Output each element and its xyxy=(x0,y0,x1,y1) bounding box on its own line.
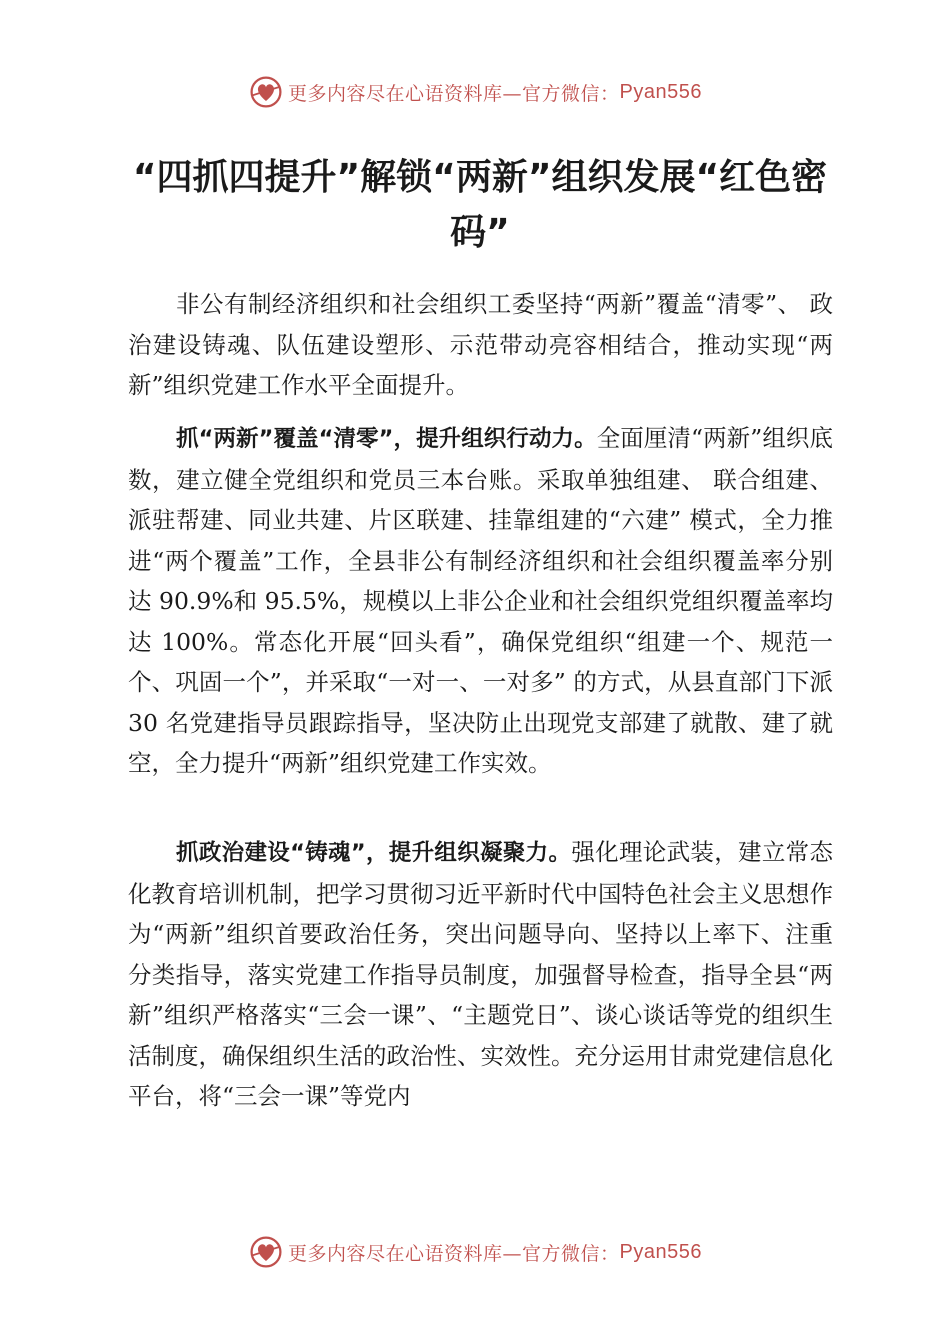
paragraph-lead: 抓“两新”覆盖“清零”，提升组织行动力。 xyxy=(176,426,597,452)
heart-logo-icon xyxy=(248,1234,284,1270)
paragraph-body: 非公有制经济组织和社会组织工委坚持“两新”覆盖“清零”、 政治建设铸魂、队伍建设塑形、示范带动亮容相结合，推动实现“两新”组织党建工作水平全面提升。 xyxy=(128,290,833,399)
paragraph-intro xyxy=(128,284,833,406)
header-banner xyxy=(0,72,950,112)
footer-banner xyxy=(0,1232,950,1272)
heart-logo-icon xyxy=(248,74,284,110)
header-wechat-id: Pyan556 xyxy=(619,80,702,103)
header-banner-text: 更多内容尽在心语资料库—官方微信： xyxy=(288,82,620,105)
paragraph-lead: 抓政治建设“铸魂”，提升组织凝聚力。 xyxy=(176,840,572,866)
footer-banner-text: 更多内容尽在心语资料库—官方微信： xyxy=(288,1242,620,1265)
paragraph-body: 全面厘清“两新”组织底数，建立健全党组织和党员三本台账。采取单独组建、 联合组建、派驻帮建、同业共建、片区联建、挂靠组建的“六建” 模式，全力推进“两个覆盖”工作，全县非公有制经济组织和社会组织覆盖率分别达 90.9%和 95.5%，规模以上非公企业和社会组织党组织覆盖率均达 100%。常态化开展“回头看”，确保党组织“组建一个、规范一个、巩固一个”，并采取“一对一、一对多” 的方式，从县直部门下派 30 名党建指导员跟踪指导，坚决防止出现党支部建了就散、建了就空，全力提升“两新”组织党建工作实效。 xyxy=(128,424,834,777)
footer-wechat-id: Pyan556 xyxy=(619,1240,702,1263)
paragraph-body: 强化理论武装，建立常态化教育培训机制，把学习贯彻习近平新时代中国特色社会主义思想作为“两新”组织首要政治任务，突出问题导向、坚持以上率下、注重分类指导，落实党建工作指导员制度，加强督导检查，指导全县“两新”组织严格落实“三会一课”、“主题党日”、谈心谈话等党的组织生活制度，确保组织生活的政治性、实效性。充分运用甘肃党建信息化平台，将“三会一课”等党内 xyxy=(128,838,833,1110)
paragraph-coverage xyxy=(128,418,833,784)
paragraph-political xyxy=(128,832,833,1117)
page-title: “四抓四提升”解锁“两新”组织发展“红色密码” xyxy=(132,157,828,253)
